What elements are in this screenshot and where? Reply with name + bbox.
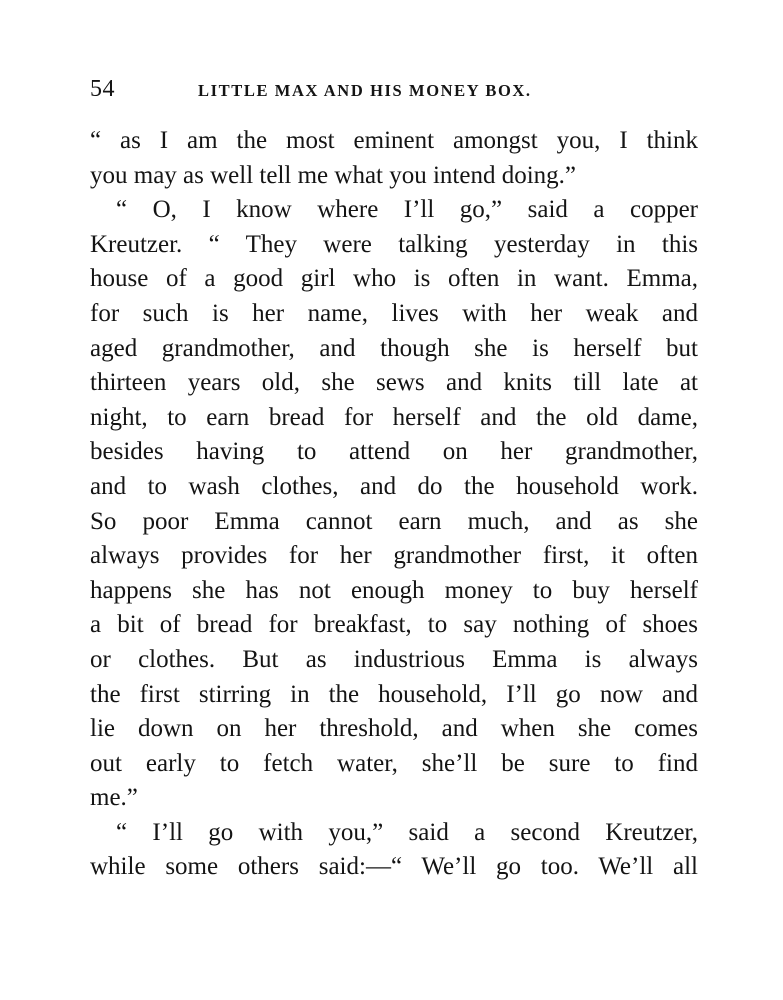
text-line: out early to fetch water, she’ll be sure to find bbox=[90, 749, 698, 777]
text-line: So poor Emma cannot earn much, and as she bbox=[90, 507, 698, 535]
text-line: or clothes. But as industrious Emma is always bbox=[90, 645, 698, 673]
text-line: for such is her name, lives with her weak and bbox=[90, 299, 698, 327]
running-title: LITTLE MAX AND HIS MONEY BOX. bbox=[198, 81, 532, 100]
text-line: night, to earn bread for herself and the old dame, bbox=[90, 403, 698, 431]
text-line: happens she has not enough money to buy herself bbox=[90, 576, 698, 604]
text-line: while some others said:—“ We’ll go too. We’ll all bbox=[90, 853, 698, 881]
text-line: and to wash clothes, and do the household work. bbox=[90, 472, 698, 500]
text-line: a bit of bread for breakfast, to say nothing of shoes bbox=[90, 611, 698, 639]
text-line: always provides for her grandmother first, it often bbox=[90, 542, 698, 570]
page-number: 54 bbox=[90, 76, 115, 102]
text-line: Kreutzer. “ They were talking yesterday in this bbox=[90, 230, 698, 258]
text-line: house of a good girl who is often in want. Emma, bbox=[90, 265, 698, 293]
text-line: the first stirring in the household, I’ll go now and bbox=[90, 680, 698, 708]
page-header bbox=[90, 76, 698, 106]
text-line: lie down on her threshold, and when she comes bbox=[90, 715, 698, 743]
text-line: aged grandmother, and though she is herself but bbox=[90, 334, 698, 362]
text-line: “ O, I know where I’ll go,” said a copper bbox=[116, 196, 698, 224]
text-line: thirteen years old, she sews and knits till late at bbox=[90, 369, 698, 397]
text-line: you may as well tell me what you intend doing.” bbox=[90, 161, 577, 189]
text-line: “ I’ll go with you,” said a second Kreutzer, bbox=[116, 818, 698, 846]
text-line: besides having to attend on her grandmother, bbox=[90, 438, 698, 466]
text-line: “ as I am the most eminent amongst you, I think bbox=[90, 127, 698, 154]
body-text bbox=[90, 124, 698, 885]
text-line: me.” bbox=[90, 784, 138, 812]
